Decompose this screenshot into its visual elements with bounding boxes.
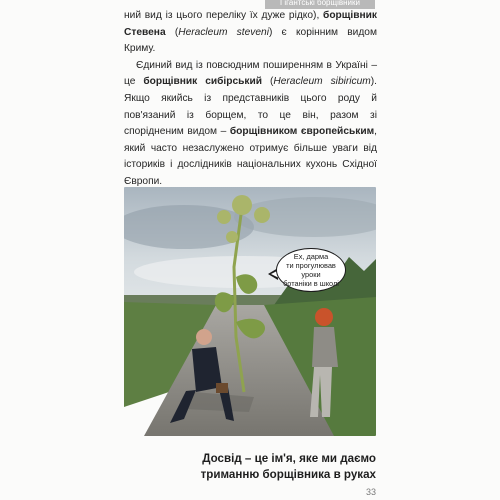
body-text [124,8,377,191]
bold-term: борщівником європейським [229,126,375,138]
text-span: ). Якщо якийсь із представників цього роду й пов'язаний із борщем, то це він, разом зі спорідненим видом – [124,76,378,138]
bold-term: борщівник сибірський [143,76,263,88]
text-span: , який часто незаслужено отримує більше уваги від істориків і дослідників національних кухонь Східної Європи. [124,126,377,187]
paragraph-1 [124,8,377,58]
page-number: 33 [365,487,376,497]
text-span: ( [165,26,179,38]
speech-line: ботаніки в школі [283,279,339,288]
text-span: ( [262,76,274,88]
text-span: ) є корінним видом Криму. [124,26,377,55]
caption-line: Досвід – це ім'я, яке ми даємо [202,452,376,465]
speech-line: ти прогулював уроки [286,261,336,279]
speech-line: Ех, дарма [293,252,329,261]
latin-name: Heracleum steveni [178,26,269,38]
latin-name: Heracleum sibiricum [273,76,371,88]
paragraph-2 [124,58,377,191]
running-head: Гігантські борщівники [265,0,375,9]
bold-term: борщівник Стевена [124,10,377,38]
text-span: Єдиний вид із повсюдним поширенням в Україні – це [124,59,377,88]
photo-caption [124,451,376,482]
text-span: ний вид із цього переліку їх дуже рідко), [124,10,324,21]
caption-line: триманню борщівника в руках [200,467,376,481]
photo-illustration [124,187,376,436]
speech-bubble-text [277,252,345,288]
photo [124,187,376,436]
speech-bubble [276,248,346,292]
